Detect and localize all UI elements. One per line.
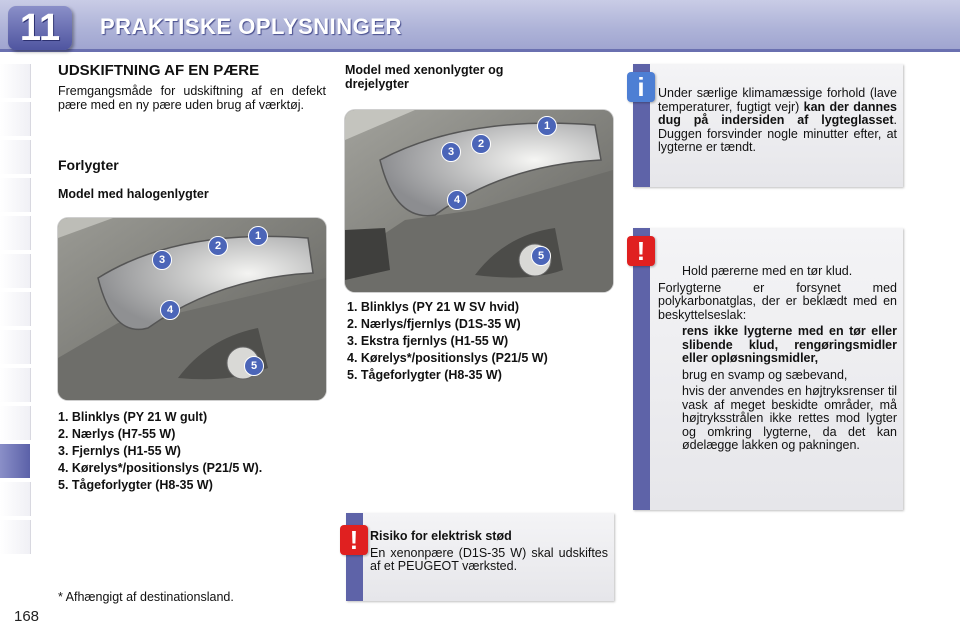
marker-2: 2 <box>208 236 228 256</box>
page-title: PRAKTISKE OPLYSNINGER <box>100 14 402 39</box>
electric-note-text: En xenonpære (D1S-35 W) skal udskiftes af et PEUGEOT værksted. <box>370 545 608 573</box>
care-item-2: rens ikke lygterne med en tør eller slibende klud, rengøringsmidler eller opløsningsmidler, <box>682 324 897 365</box>
chapter-badge: 11 <box>8 6 72 50</box>
halogen-headlamp-illustration <box>58 218 326 400</box>
info-note-text-bold: kan der dannes dug på indersiden af lygteglasset <box>658 99 897 127</box>
intro-text: Fremgangsmåde for udskiftning af en defekt pære med en ny pære uden brug af værktøj. <box>58 84 326 112</box>
list-item: 5. Tågeforlygter (H8-35 W) <box>58 478 213 492</box>
chapter-tab[interactable] <box>0 178 31 212</box>
warning-icon: ! <box>627 236 655 266</box>
care-item-1: Hold pærerne med en tør klud. <box>682 264 853 278</box>
electric-warning-box <box>346 513 614 601</box>
halogen-headlamp-photo <box>58 218 326 400</box>
info-note-text-end: . Duggen forsvinder nogle minutter efter, at lygterne er tændt. <box>658 113 897 154</box>
chapter-tab[interactable] <box>0 140 31 174</box>
care-item-4: hvis der anvendes en højtryksrenser til vask af meget beskidte områder, må højtryksstrålen ikke rettes mod lygter og omkring lygterne, da det kan ødelægge lakken og pakningen. <box>682 384 897 452</box>
note-stripe <box>633 228 650 510</box>
marker-2: 2 <box>471 134 491 154</box>
list-item: 2. Nærlys/fjernlys (D1S-35 W) <box>347 317 521 331</box>
electric-note-heading: Risiko for elektrisk stød <box>370 529 512 543</box>
marker-5: 5 <box>531 246 551 266</box>
xenon-headlamp-photo <box>345 110 613 292</box>
marker-1: 1 <box>248 226 268 246</box>
list-item: 4. Kørelys*/positionslys (P21/5 W). <box>58 461 263 475</box>
list-item: 5. Tågeforlygter (H8-35 W) <box>347 368 502 382</box>
chapter-tab[interactable] <box>0 368 31 402</box>
page-number: 168 <box>14 608 40 625</box>
halogen-heading: Model med halogenlygter <box>58 187 209 201</box>
info-box <box>633 64 903 187</box>
electric-note-body <box>370 530 608 577</box>
list-item: 3. Ekstra fjernlys (H1-55 W) <box>347 334 509 348</box>
marker-5: 5 <box>244 356 264 376</box>
info-icon: i <box>627 72 655 102</box>
chapter-tab[interactable] <box>0 520 31 554</box>
xenon-bulb-list <box>347 299 548 384</box>
care-paragraph: Forlygterne er forsynet med polykarbonatglas, der er beklædt med en beskyttelseslak: <box>658 280 897 322</box>
marker-4: 4 <box>160 300 180 320</box>
warning-icon: ! <box>340 525 368 555</box>
marker-4: 4 <box>447 190 467 210</box>
chapter-tab[interactable] <box>0 482 31 516</box>
care-warning-box <box>633 228 903 510</box>
chapter-tabs <box>0 64 34 558</box>
chapter-tab[interactable] <box>0 292 31 326</box>
list-item: 3. Fjernlys (H1-55 W) <box>58 444 181 458</box>
list-item: 2. Nærlys (H7-55 W) <box>58 427 176 441</box>
chapter-tab[interactable] <box>0 102 31 136</box>
chapter-tab[interactable] <box>0 330 31 364</box>
chapter-tab[interactable] <box>0 406 31 440</box>
marker-3: 3 <box>152 250 172 270</box>
marker-3: 3 <box>441 142 461 162</box>
xenon-heading: Model med xenonlygter og drejelygter <box>345 63 504 91</box>
halogen-bulb-list <box>58 409 262 494</box>
forlygter-heading: Forlygter <box>58 157 119 173</box>
chapter-tab[interactable] <box>0 254 31 288</box>
care-note-body <box>658 265 897 456</box>
care-item-3: brug en svamp og sæbevand, <box>682 367 848 382</box>
chapter-tab-active[interactable] <box>0 444 30 478</box>
chapter-tab[interactable] <box>0 64 31 98</box>
marker-1: 1 <box>537 116 557 136</box>
list-item: 1. Blinklys (PY 21 W SV hvid) <box>347 300 520 314</box>
list-item: 1. Blinklys (PY 21 W gult) <box>58 410 208 424</box>
footnote: * Afhængigt af destinationsland. <box>58 590 234 604</box>
info-note-text-start: Under særlige klimamæssige forhold (lave temperaturer, fugtigt vejr) <box>658 86 897 114</box>
list-item: 4. Kørelys*/positionslys (P21/5 W) <box>347 351 548 365</box>
chapter-tab[interactable] <box>0 216 31 250</box>
section-heading: UDSKIFTNING AF EN PÆRE <box>58 62 260 79</box>
info-note-text <box>658 87 897 155</box>
